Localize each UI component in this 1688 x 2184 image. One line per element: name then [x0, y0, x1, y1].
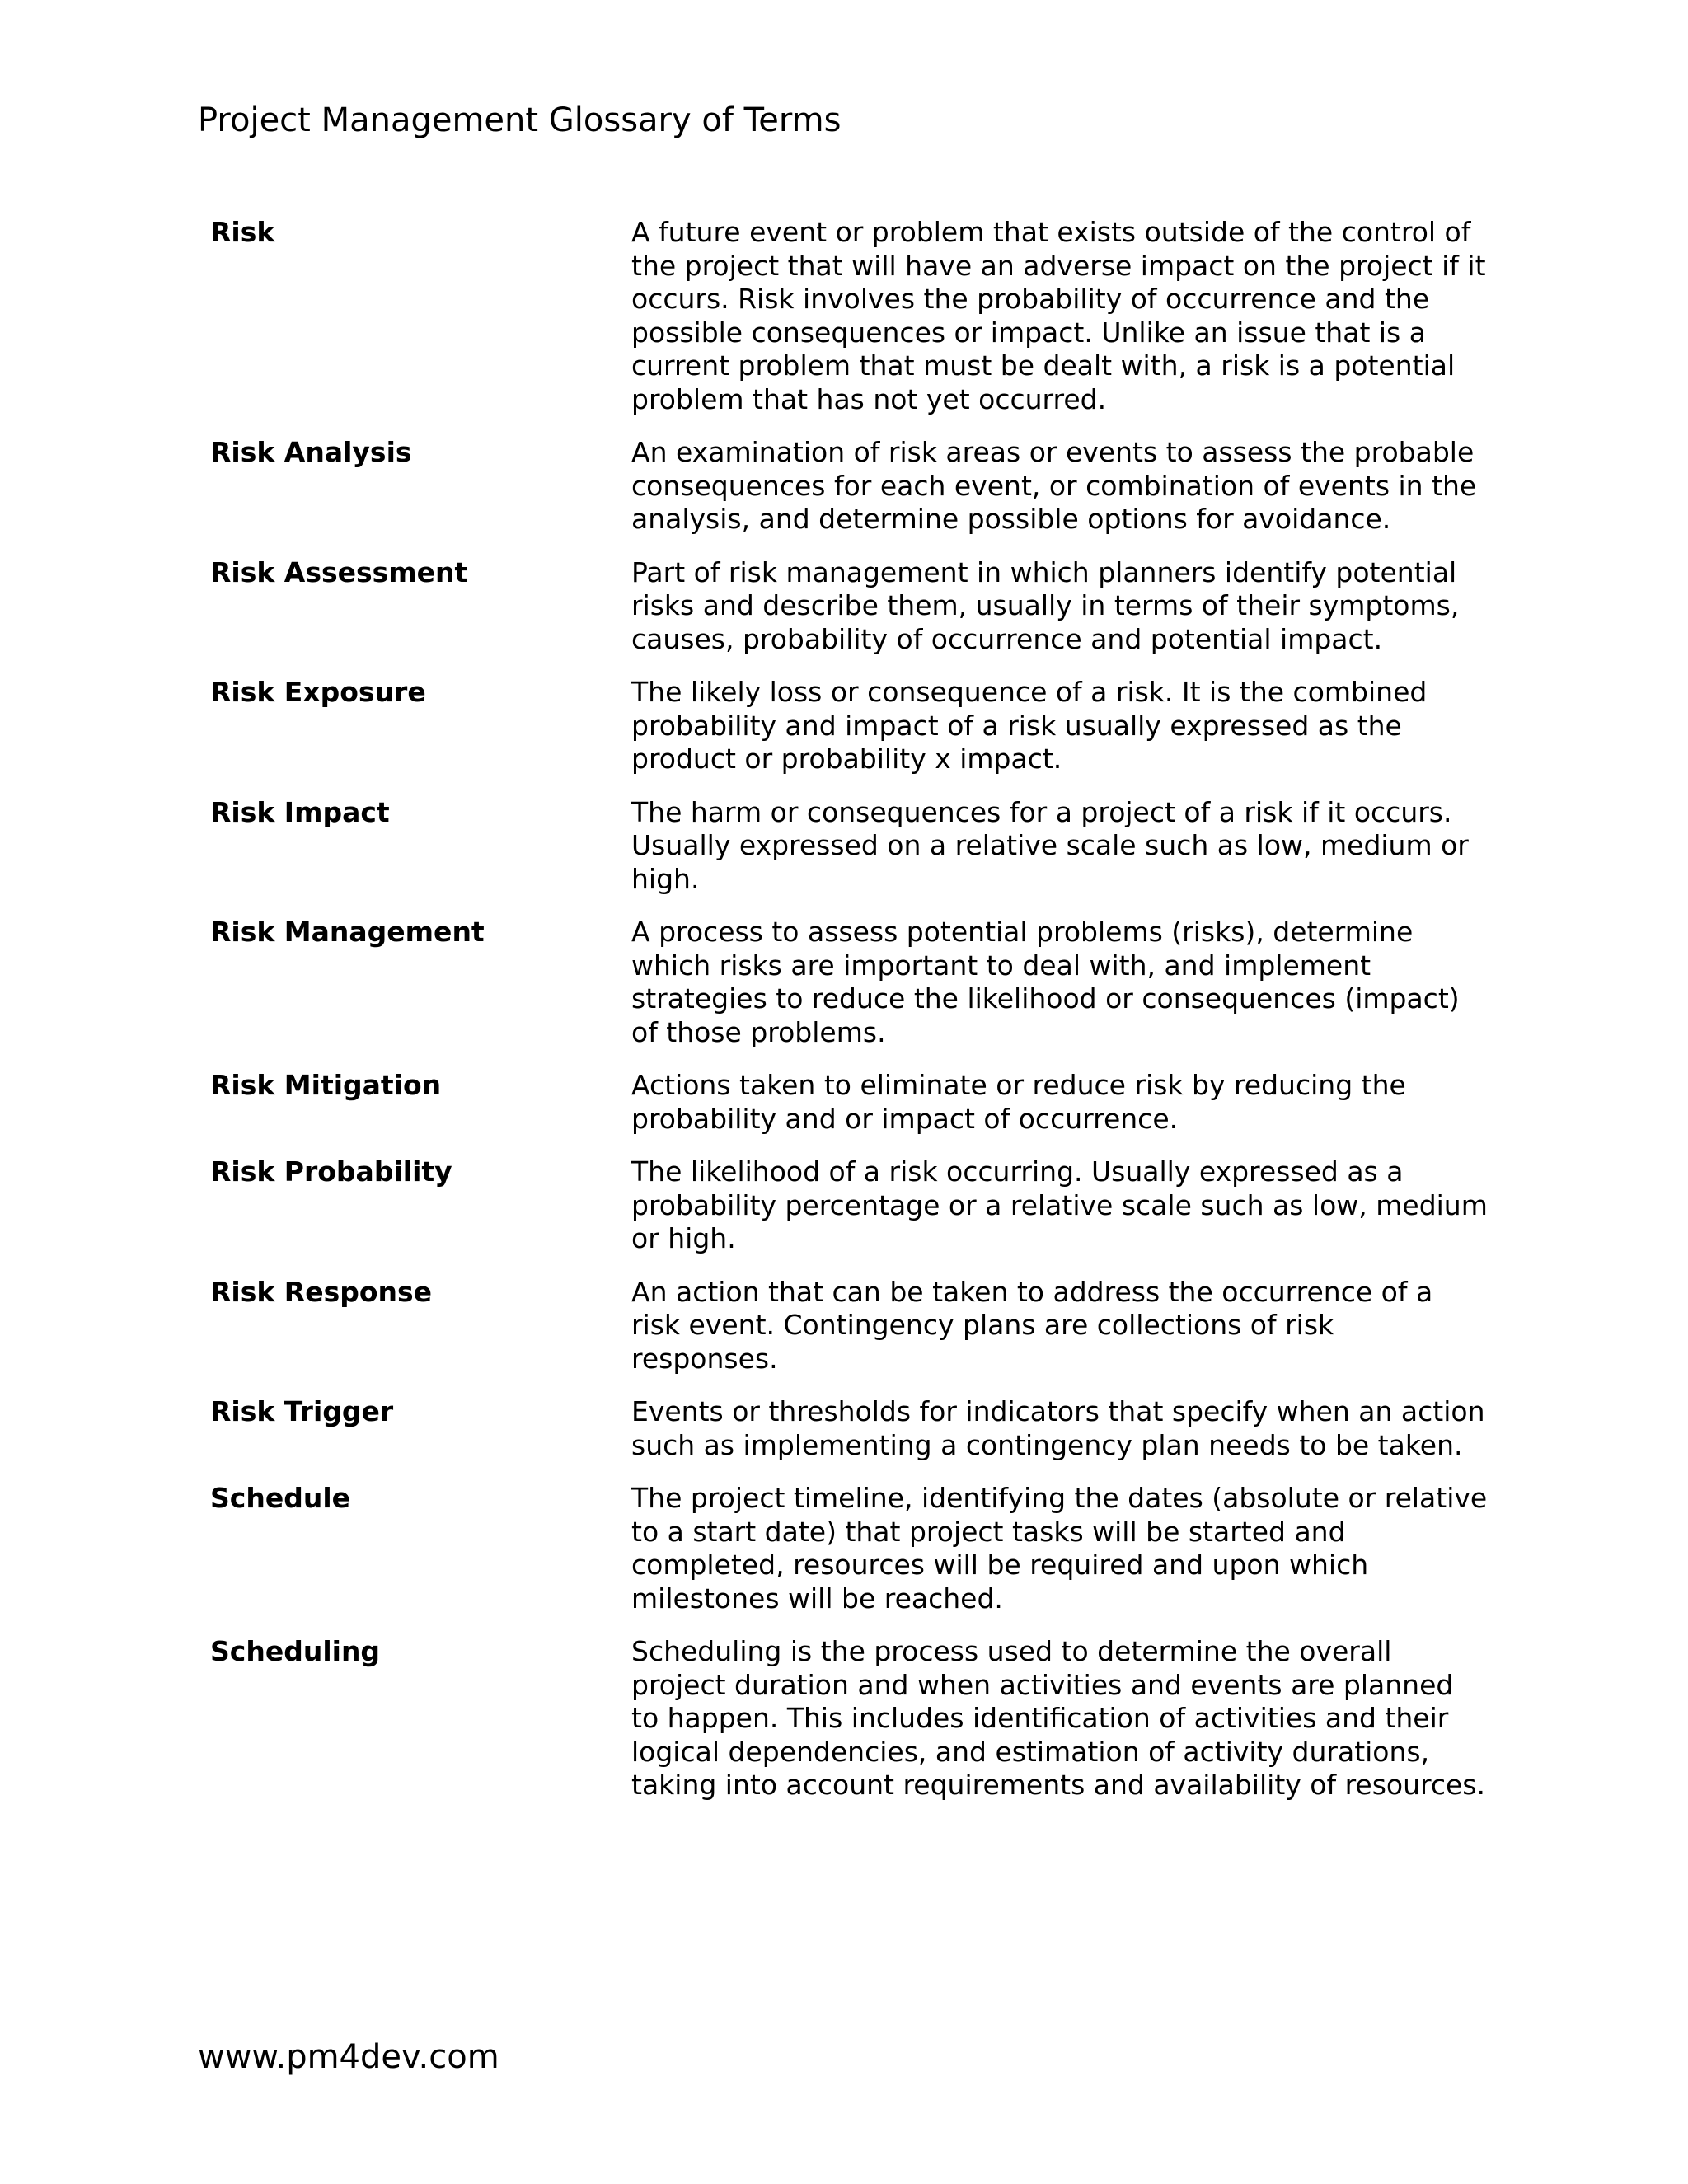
glossary-term: Risk Impact: [210, 795, 390, 828]
glossary-definition: Events or thresholds for indicators that specify when an action such as implementing a contingency plan needs to be taken.: [631, 1395, 1485, 1461]
glossary-entry-schedule: [210, 1482, 1496, 1615]
glossary-definition: Scheduling is the process used to determine the overall project duration and when activities and events are planned to happen. This includes identification of activities and their logical dependencies, and estimation of activity durations, taking into account requirements and availability of resources.: [631, 1635, 1485, 1801]
glossary-term: Risk Trigger: [210, 1395, 394, 1427]
glossary-entry-risk: [210, 216, 1496, 416]
glossary-term: Schedule: [210, 1482, 351, 1514]
glossary-definition: The project timeline, identifying the dates (absolute or relative to a start date) that project tasks will be started and completed, resources will be required and upon which milestones will be reached.: [631, 1482, 1488, 1615]
footer-url: www.pm4dev.com: [198, 2038, 499, 2076]
glossary-term: Risk Response: [210, 1275, 433, 1308]
glossary-definition: An examination of risk areas or events to assess the probable consequences for each event, or combination of events in the analysis, and determine possible options for avoidance.: [631, 436, 1477, 535]
glossary-entry-risk-response: [210, 1276, 1496, 1376]
glossary-entry-risk-impact: [210, 796, 1496, 897]
glossary-definition: The harm or consequences for a project of a risk if it occurs. Usually expressed on a relative scale such as low, medium or high.: [631, 795, 1469, 895]
glossary-definition: Part of risk management in which planners identify potential risks and describe them, usually in terms of their symptoms, causes, probability of occurrence and potential impact.: [631, 555, 1460, 655]
glossary-term: Risk Mitigation: [210, 1069, 442, 1101]
glossary-definition: The likelihood of a risk occurring. Usually expressed as a probability percentage or a relative scale such as low, medium or high.: [631, 1155, 1488, 1254]
glossary-entry-risk-trigger: [210, 1395, 1496, 1462]
glossary-term: Risk Probability: [210, 1155, 452, 1188]
glossary-definition: A future event or problem that exists outside of the control of the project that will have an adverse impact on the project if it occurs. Risk involves the probability of occurrence and the possible consequences or impact. Unlike an issue that is a current problem that must be dealt with, a risk is a potential problem that has not yet occurred.: [631, 216, 1486, 415]
glossary-entry-risk-management: [210, 916, 1496, 1049]
glossary-list: [210, 216, 1496, 1822]
glossary-entry-risk-exposure: [210, 676, 1496, 776]
glossary-term: Risk Exposure: [210, 676, 426, 708]
glossary-entry-risk-assessment: [210, 556, 1496, 657]
glossary-entry-scheduling: [210, 1635, 1496, 1802]
glossary-definition: The likely loss or consequence of a risk. It is the combined probability and impact of a risk usually expressed as the product or probability x impact.: [631, 676, 1428, 775]
glossary-term: Risk Assessment: [210, 555, 468, 588]
page-title: Project Management Glossary of Terms: [198, 101, 842, 139]
glossary-term: Risk Management: [210, 916, 485, 948]
glossary-term: Scheduling: [210, 1635, 381, 1667]
glossary-term: Risk Analysis: [210, 436, 412, 468]
glossary-entry-risk-probability: [210, 1155, 1496, 1256]
glossary-entry-risk-mitigation: [210, 1069, 1496, 1136]
glossary-definition: A process to assess potential problems (risks), determine which risks are important to deal with, and implement strategies to reduce the likelihood or consequences (impact) of those problems.: [631, 916, 1460, 1048]
glossary-term: Risk: [210, 216, 275, 248]
glossary-entry-risk-analysis: [210, 436, 1496, 537]
glossary-definition: An action that can be taken to address the occurrence of a risk event. Contingency plans are collections of risk responses.: [631, 1275, 1433, 1375]
glossary-definition: Actions taken to eliminate or reduce risk by reducing the probability and or impact of occurrence.: [631, 1069, 1406, 1135]
